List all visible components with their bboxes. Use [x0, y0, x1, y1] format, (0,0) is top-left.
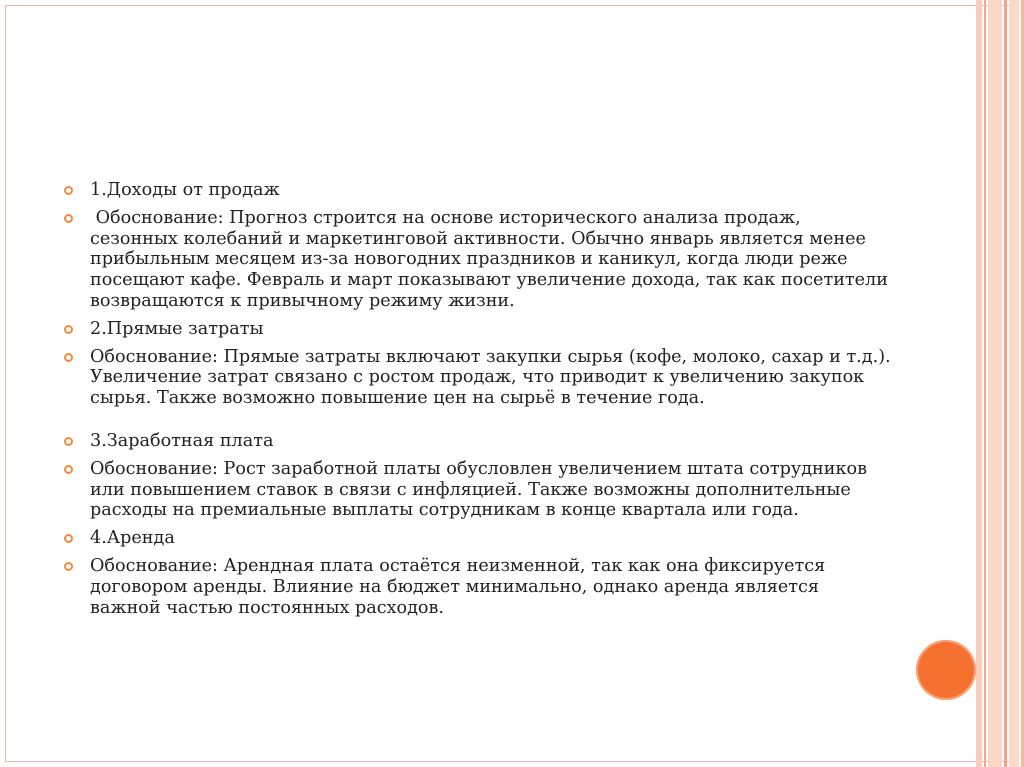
item-text: Обоснование: Прямые затраты включают закупки сырья (кофе, молоко, сахар и т.д.). Увеличение затрат связано с ростом продаж, что приводит к увеличению закупок сырья. Также возможно повышение цен на сырьё в течение года. [90, 346, 891, 409]
list-item-direct-costs-rationale [64, 347, 894, 409]
list-item-rent-heading [64, 528, 894, 549]
list-item-salary-rationale [64, 459, 894, 521]
bullet-circle-icon [64, 214, 73, 223]
stripe [1009, 0, 1019, 767]
list-item-income-rationale [64, 208, 894, 312]
stripe [988, 0, 1002, 767]
bullet-list [64, 180, 894, 625]
bullet-circle-icon [64, 325, 73, 334]
item-text: Обоснование: Прогноз строится на основе исторического анализа продаж, сезонных колебаний и маркетинговой активности. Обычно январь является менее прибыльным месяцем из-за новогодних праздников и каникул, когда люди реже посещают кафе. Февраль и март показывают увеличение дохода, так как посетители возвращаются к привычному режиму жизни. [90, 207, 894, 311]
list-item-salary-heading [64, 431, 894, 452]
decorative-stripes [976, 0, 1024, 767]
bullet-circle-icon [64, 465, 73, 474]
list-item-income-heading [64, 180, 894, 201]
bullet-circle-icon [64, 353, 73, 362]
stripe [976, 0, 982, 767]
stripe [1004, 0, 1007, 767]
bullet-circle-icon [64, 534, 73, 543]
item-text: Обоснование: Рост заработной платы обусловлен увеличением штата сотрудников или повышением ставок в связи с инфляцией. Также возможны дополнительные расходы на премиальные выплаты сотрудникам в конце квартала или года. [90, 458, 867, 521]
decorative-circle [916, 640, 976, 700]
item-text: 1.Доходы от продаж [90, 180, 280, 200]
item-text: 3.Заработная плата [90, 430, 274, 451]
bullet-circle-icon [64, 186, 73, 195]
stripe [984, 0, 986, 767]
item-text: 2.Прямые затраты [90, 318, 264, 339]
item-text: 4.Аренда [90, 528, 175, 549]
list-item-direct-costs-heading [64, 319, 894, 340]
item-text: Обоснование: Арендная плата остаётся неизменной, так как она фиксируется договором аренды. Влияние на бюджет минимально, однако аренда является важной частью постоянных расходов. [90, 555, 826, 618]
list-item-rent-rationale [64, 556, 894, 618]
bullet-circle-icon [64, 437, 73, 446]
bullet-circle-icon [64, 562, 73, 571]
